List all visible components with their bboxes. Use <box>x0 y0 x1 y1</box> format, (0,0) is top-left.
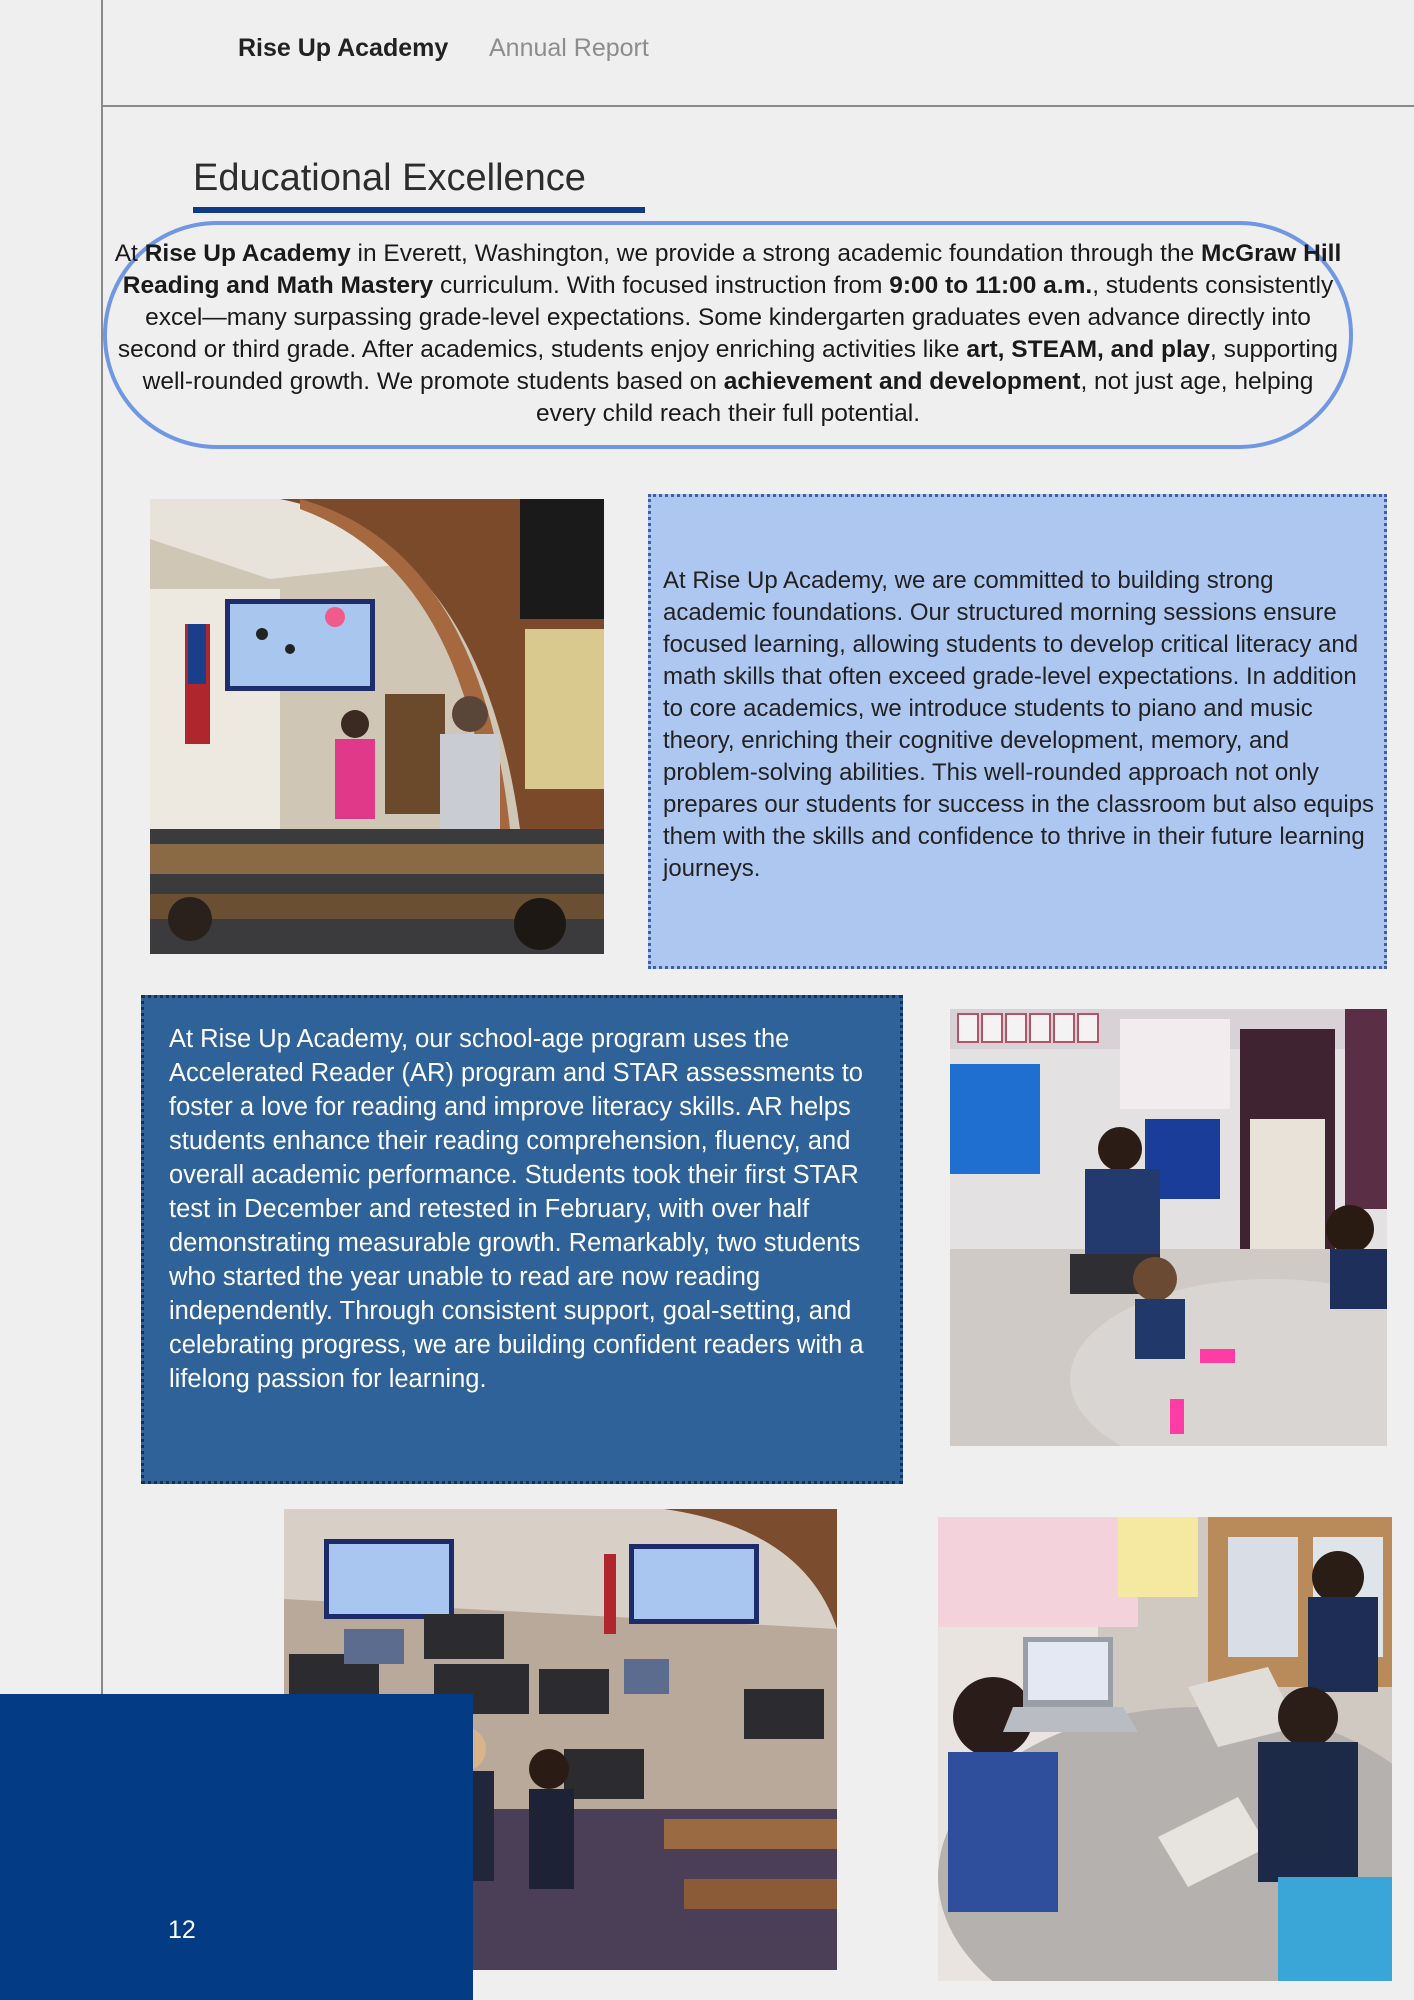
header-divider <box>101 105 1414 107</box>
footer-accent-block <box>0 1694 473 2000</box>
page-left-rule <box>101 0 103 1695</box>
music-class-photo <box>150 499 604 954</box>
page-title: Educational Excellence <box>193 157 586 199</box>
title-underline <box>193 207 645 213</box>
reading-program-text: At Rise Up Academy, our school-age program uses the Accelerated Reader (AR) program and STAR assessments to foster a love for reading and improve literacy skills. AR helps students enhance their reading comprehension, fluency, and overall academic performance. Students took their first STAR test in December and retested in February, with over half demonstrating measurable growth. Remarkably, two students who started the year unable to read are now reading independently. Through consistent support, goal-setting, and celebrating progress, we are building confident readers with a lifelong passion for learning. <box>169 1025 864 1393</box>
document-type: Annual Report <box>489 34 649 62</box>
academics-card <box>648 494 1387 969</box>
brand-name: Rise Up Academy <box>238 34 449 62</box>
intro-paragraph: At Rise Up Academy in Everett, Washington, we provide a strong academic foundation through the McGraw Hill Reading and Math Mastery curriculum. With focused instruction from 9:00 to 11:00 a.m., students consistently excel—many surpassing grade-level expectations. Some kindergarten graduates even advance directly into second or third grade. After academics, students enjoy enriching activities like art, STEAM, and play, supporting well-rounded growth. We promote students based on achievement and development, not just age, helping every child reach their full potential. <box>114 240 1342 427</box>
math-whiteboard-photo <box>938 1517 1392 1981</box>
reading-group-photo <box>950 1009 1387 1446</box>
page-number: 12 <box>168 1916 196 1944</box>
academics-card-text: At Rise Up Academy, we are committed to building strong academic foundations. Our structured morning sessions ensure focused learning, allowing students to develop critical literacy and math skills that often exceed grade-level expectations. In addition to core academics, we introduce students to piano and music theory, enriching their cognitive development, memory, and problem-solving abilities. This well-rounded approach not only prepares our students for success in the classroom but also equips them with the skills and confidence to thrive in their future learning journeys. <box>663 567 1375 882</box>
reading-program-card <box>141 995 903 1484</box>
